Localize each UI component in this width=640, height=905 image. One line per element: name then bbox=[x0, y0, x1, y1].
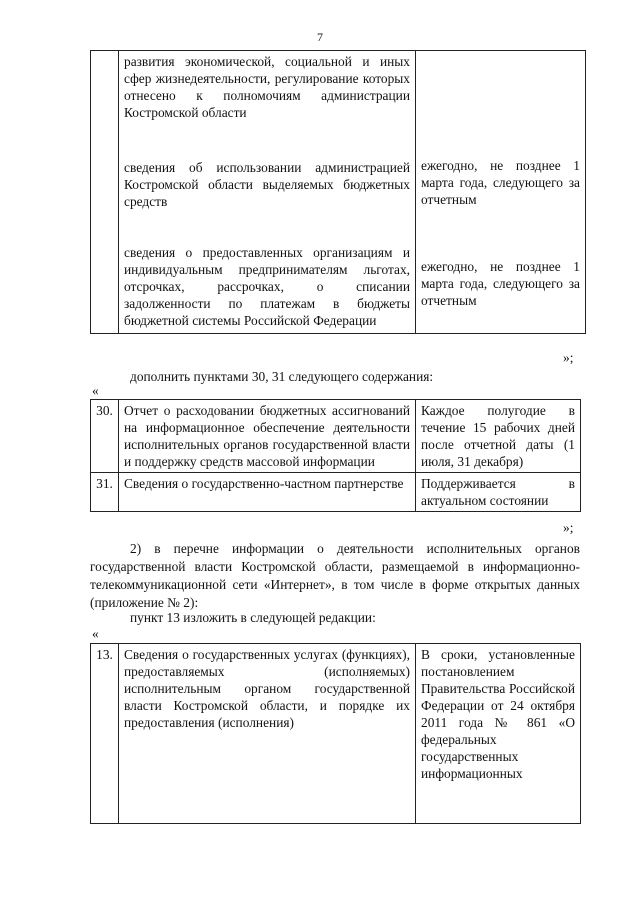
row-deadline: В сроки, установленные постановлением Правительства Российской Федерации от 24 октября 2011 года № 861 «О федеральных государственных информационных bbox=[416, 644, 581, 824]
row-description: Сведения о государственных услугах (функциях), предоставляемых (исполняемых) исполнительным органом государственной власти Костромской области, и порядке их предоставления (исполнения) bbox=[119, 644, 416, 824]
table-row bbox=[91, 400, 581, 473]
row-b-deadline: ежегодно, не позднее 1 марта года, следующего за отчетным bbox=[421, 259, 580, 308]
number-cell bbox=[91, 51, 119, 334]
row-b-text: сведения о предоставленных организациям и индивидуальным предпринимателям льготах, отсрочках, рассрочках, о списании задолженности по платежам в бюджеты бюджетной системы Российской Федерации bbox=[124, 245, 410, 328]
table-continuation bbox=[90, 50, 586, 334]
paragraph-add-items: дополнить пунктами 30, 31 следующего содержания: bbox=[130, 369, 434, 384]
closing-quote-1: »; bbox=[563, 350, 574, 365]
row-description: Сведения о государственно-частном партнерстве bbox=[119, 473, 416, 512]
paragraph-list-change: 2) в перечне информации о деятельности исполнительных органов государственной власти Костромской области, размещаемой в информационно-телекоммуникационной сети «Интернет», в том числе в форме открытых данных (приложение № 2): bbox=[90, 541, 580, 610]
description-cell bbox=[119, 51, 416, 334]
deadline-cell bbox=[416, 51, 586, 334]
table-row bbox=[91, 51, 586, 334]
page-number: 7 bbox=[317, 30, 323, 44]
row-continuation-text: развития экономической, социальной и иных сфер жизнедеятельности, регулирование которых отнесено к полномочиям администрации Костромской области bbox=[124, 54, 410, 120]
table-items-30-31 bbox=[90, 399, 581, 512]
closing-quote-2: »; bbox=[563, 520, 574, 535]
paragraph-item-13: пункт 13 изложить в следующей редакции: bbox=[130, 610, 376, 625]
opening-quote-1: « bbox=[92, 383, 99, 398]
table-row bbox=[91, 473, 581, 512]
table-item-13 bbox=[90, 643, 581, 824]
row-number: 31. bbox=[91, 473, 119, 512]
row-deadline: Поддерживается в актуальном состоянии bbox=[416, 473, 581, 512]
row-deadline: Каждое полугодие в течение 15 рабочих дней после отчетной даты (1 июля, 31 декабря) bbox=[416, 400, 581, 473]
opening-quote-2: « bbox=[92, 626, 99, 641]
row-a-text: сведения об использовании администрацией Костромской области выделяемых бюджетных средств bbox=[124, 160, 410, 209]
table-row bbox=[91, 644, 581, 824]
row-number: 13. bbox=[91, 644, 119, 824]
row-number: 30. bbox=[91, 400, 119, 473]
row-a-deadline: ежегодно, не позднее 1 марта года, следующего за отчетным bbox=[421, 158, 580, 207]
row-description: Отчет о расходовании бюджетных ассигнований на информационное обеспечение деятельности исполнительных органов государственной власти и поддержку средств массовой информации bbox=[119, 400, 416, 473]
